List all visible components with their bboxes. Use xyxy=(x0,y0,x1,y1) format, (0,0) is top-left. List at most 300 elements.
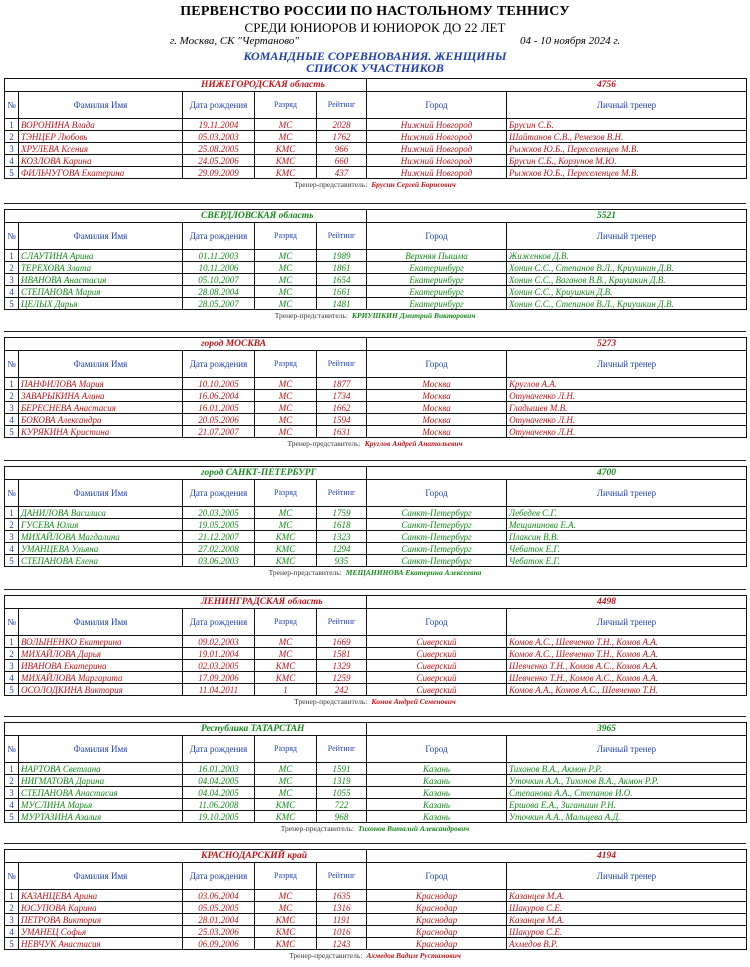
player-dob: 09.02.2003 xyxy=(183,636,255,648)
team-header-row xyxy=(5,338,747,351)
player-dob: 19.05.2005 xyxy=(183,519,255,531)
player-coach: Степанова А.А., Степанов И.О. xyxy=(507,787,747,799)
player-city: Санкт-Петербург xyxy=(367,543,507,555)
col-num-header: № xyxy=(5,609,19,636)
player-rating: 1989 xyxy=(317,250,367,262)
col-rating-header: Рейтинг xyxy=(317,92,367,119)
player-rating: 1654 xyxy=(317,274,367,286)
col-num-header: № xyxy=(5,863,19,890)
player-rating: 1669 xyxy=(317,636,367,648)
player-rank: МС xyxy=(255,519,317,531)
player-rank: КМС xyxy=(255,672,317,684)
player-coach: Рыжков Ю.Б., Переселенцев М.В. xyxy=(507,167,747,179)
document-title: ПЕРВЕНСТВО РОССИИ ПО НАСТОЛЬНОМУ ТЕННИСУ xyxy=(180,4,570,19)
team-block xyxy=(4,337,746,449)
player-coach: Хонин С.С., Степанов В.Л., Криушкин Д.В. xyxy=(507,298,747,310)
team-block xyxy=(4,849,746,961)
col-name-header: Фамилия Имя xyxy=(19,351,183,378)
col-coach-header: Личный тренер xyxy=(507,92,747,119)
team-block xyxy=(4,209,746,321)
player-rank: КМС xyxy=(255,555,317,567)
player-rating: 722 xyxy=(317,799,367,811)
player-num: 2 xyxy=(5,262,19,274)
player-row xyxy=(5,775,747,787)
player-rank: МС xyxy=(255,250,317,262)
col-coach-header: Личный тренер xyxy=(507,223,747,250)
representative-label: Тренер-представитель: xyxy=(274,311,348,320)
team-separator xyxy=(4,203,746,204)
player-dob: 16.06.2004 xyxy=(183,390,255,402)
player-num: 2 xyxy=(5,902,19,914)
player-name: МИХАЙЛОВА Маргарита xyxy=(19,672,183,684)
player-coach: Хонин С.С., Ваганов В.В., Криушкин Д.В. xyxy=(507,274,747,286)
dates: 04 - 10 ноября 2024 г. xyxy=(520,35,621,47)
list-title: СПИСОК УЧАСТНИКОВ xyxy=(306,61,444,75)
player-num: 5 xyxy=(5,938,19,950)
player-name: ФИЛЬЧУГОВА Екатерина xyxy=(19,167,183,179)
representative-name: Комов Андрей Семенович xyxy=(371,697,456,706)
player-row xyxy=(5,286,747,298)
player-num: 2 xyxy=(5,519,19,531)
player-dob: 02.03.2005 xyxy=(183,660,255,672)
player-city: Екатеринбург xyxy=(367,286,507,298)
player-row xyxy=(5,914,747,926)
col-name-header: Фамилия Имя xyxy=(19,223,183,250)
column-header-row xyxy=(5,480,747,507)
player-dob: 05.03.2003 xyxy=(183,131,255,143)
player-row xyxy=(5,648,747,660)
col-dob-header: Дата рождения xyxy=(183,609,255,636)
player-dob: 24.05.2006 xyxy=(183,155,255,167)
player-coach: Жиженков Д.В. xyxy=(507,250,747,262)
player-name: СТЕПАНОВА Елена xyxy=(19,555,183,567)
player-dob: 20.03.2005 xyxy=(183,507,255,519)
player-rank: МС xyxy=(255,890,317,902)
player-num: 3 xyxy=(5,402,19,414)
player-rank: МС xyxy=(255,763,317,775)
team-separator xyxy=(4,843,746,844)
player-dob: 04.04.2005 xyxy=(183,775,255,787)
player-coach: Ершова Е.А., Зиганшин Р.Н. xyxy=(507,799,747,811)
col-dob-header: Дата рождения xyxy=(183,351,255,378)
player-city: Сиверский xyxy=(367,636,507,648)
player-name: МИХАЙЛОВА Дарья xyxy=(19,648,183,660)
representative-name: Тихонов Виталий Александрович xyxy=(357,824,470,833)
player-city: Верхняя Пышма xyxy=(367,250,507,262)
col-rank-header: Разряд xyxy=(255,609,317,636)
player-dob: 28.05.2007 xyxy=(183,298,255,310)
player-dob: 16.01.2005 xyxy=(183,402,255,414)
player-coach: Комов А.С., Шевченко Т.Н., Комов А.А. xyxy=(507,636,747,648)
player-row xyxy=(5,787,747,799)
player-coach: Комов А.А., Комов А.С., Шевченко Т.Н. xyxy=(507,684,747,696)
team-representative xyxy=(4,438,746,449)
player-row xyxy=(5,519,747,531)
player-city: Сиверский xyxy=(367,648,507,660)
player-rank: КМС xyxy=(255,167,317,179)
player-city: Москва xyxy=(367,390,507,402)
team-total: 4756 xyxy=(367,79,747,92)
col-city-header: Город xyxy=(367,223,507,250)
player-num: 3 xyxy=(5,143,19,155)
col-coach-header: Личный тренер xyxy=(507,609,747,636)
player-rank: КМС xyxy=(255,811,317,823)
player-row xyxy=(5,531,747,543)
col-rank-header: Разряд xyxy=(255,863,317,890)
player-dob: 25.08.2005 xyxy=(183,143,255,155)
player-name: НЕВЧУК Анастасия xyxy=(19,938,183,950)
player-coach: Шайтанов С.В., Ремезов В.Н. xyxy=(507,131,747,143)
player-row xyxy=(5,660,747,672)
col-city-header: Город xyxy=(367,863,507,890)
player-city: Сиверский xyxy=(367,672,507,684)
player-num: 5 xyxy=(5,426,19,438)
player-coach: Плаксин В.В. xyxy=(507,531,747,543)
team-header-row xyxy=(5,210,747,223)
col-rank-header: Разряд xyxy=(255,223,317,250)
col-rating-header: Рейтинг xyxy=(317,736,367,763)
player-city: Москва xyxy=(367,414,507,426)
player-dob: 19.01.2004 xyxy=(183,648,255,660)
player-coach: Шевченко Т.Н., Комов А.С., Комов А.А. xyxy=(507,660,747,672)
team-total: 4498 xyxy=(367,596,747,609)
player-num: 4 xyxy=(5,799,19,811)
team-representative xyxy=(4,567,746,578)
player-name: ТЕРЕХОВА Злата xyxy=(19,262,183,274)
player-rank: КМС xyxy=(255,155,317,167)
player-name: ТЭНЦЕР Любовь xyxy=(19,131,183,143)
col-dob-header: Дата рождения xyxy=(183,223,255,250)
team-header-row xyxy=(5,467,747,480)
player-rating: 2028 xyxy=(317,119,367,131)
player-rank: МС xyxy=(255,390,317,402)
player-coach: Уточкин А.А., Тихонов В.А., Акмон Р.Р. xyxy=(507,775,747,787)
player-rating: 1016 xyxy=(317,926,367,938)
player-name: УМАНЦЕВА Ульяна xyxy=(19,543,183,555)
col-city-header: Город xyxy=(367,736,507,763)
player-row xyxy=(5,250,747,262)
player-city: Нижний Новгород xyxy=(367,155,507,167)
col-name-header: Фамилия Имя xyxy=(19,609,183,636)
player-name: БЕРЕСНЕВА Анастасия xyxy=(19,402,183,414)
player-name: ЦЕЛЫХ Дарья xyxy=(19,298,183,310)
team-table xyxy=(4,209,747,310)
player-row xyxy=(5,155,747,167)
player-num: 4 xyxy=(5,155,19,167)
player-name: ИВАНОВА Екатерина xyxy=(19,660,183,672)
player-name: ЗАВАРЫКИНА Алина xyxy=(19,390,183,402)
player-rank: КМС xyxy=(255,143,317,155)
col-num-header: № xyxy=(5,92,19,119)
col-rank-header: Разряд xyxy=(255,351,317,378)
player-coach: Шакуров С.Е. xyxy=(507,902,747,914)
player-name: ГУСЕВА Юлия xyxy=(19,519,183,531)
team-table xyxy=(4,595,747,696)
player-row xyxy=(5,298,747,310)
player-name: НИГМАТОВА Дарина xyxy=(19,775,183,787)
col-num-header: № xyxy=(5,351,19,378)
team-total: 4194 xyxy=(367,850,747,863)
col-name-header: Фамилия Имя xyxy=(19,863,183,890)
player-rating: 1861 xyxy=(317,262,367,274)
player-num: 4 xyxy=(5,286,19,298)
player-city: Нижний Новгород xyxy=(367,143,507,155)
representative-name: МЕЩАНИНОВА Екатерина Алексеевна xyxy=(345,568,482,577)
player-name: СЛАУТИНА Арина xyxy=(19,250,183,262)
representative-name: Ахмедов Вадим Рустамович xyxy=(366,951,461,960)
player-dob: 11.06.2008 xyxy=(183,799,255,811)
player-dob: 19.11.2004 xyxy=(183,119,255,131)
player-coach: Брусин С.Б., Корзунов М.Ю. xyxy=(507,155,747,167)
player-rank: МС xyxy=(255,426,317,438)
player-rating: 968 xyxy=(317,811,367,823)
player-row xyxy=(5,938,747,950)
team-name: НИЖЕГОРОДСКАЯ область xyxy=(5,79,367,92)
col-name-header: Фамилия Имя xyxy=(19,736,183,763)
player-dob: 19.10.2005 xyxy=(183,811,255,823)
column-header-row xyxy=(5,92,747,119)
player-city: Санкт-Петербург xyxy=(367,555,507,567)
document-header xyxy=(0,4,750,74)
player-city: Екатеринбург xyxy=(367,298,507,310)
player-row xyxy=(5,167,747,179)
player-city: Краснодар xyxy=(367,938,507,950)
player-dob: 05.05.2005 xyxy=(183,902,255,914)
player-city: Москва xyxy=(367,378,507,390)
player-num: 5 xyxy=(5,811,19,823)
player-row xyxy=(5,426,747,438)
player-rank: КМС xyxy=(255,543,317,555)
player-rank: МС xyxy=(255,507,317,519)
team-total: 3965 xyxy=(367,723,747,736)
player-rank: МС xyxy=(255,119,317,131)
player-rating: 1191 xyxy=(317,914,367,926)
player-rating: 966 xyxy=(317,143,367,155)
player-dob: 20.05.2006 xyxy=(183,414,255,426)
player-rating: 935 xyxy=(317,555,367,567)
player-name: ДАНИЛОВА Василиса xyxy=(19,507,183,519)
team-separator xyxy=(4,460,746,461)
player-city: Санкт-Петербург xyxy=(367,519,507,531)
player-name: ВОРОНИНА Влада xyxy=(19,119,183,131)
col-city-header: Город xyxy=(367,609,507,636)
player-city: Екатеринбург xyxy=(367,274,507,286)
player-num: 2 xyxy=(5,648,19,660)
player-coach: Отуначенко Л.Н. xyxy=(507,414,747,426)
team-block xyxy=(4,722,746,834)
player-name: ЮСУПОВА Карина xyxy=(19,902,183,914)
team-name: Республика ТАТАРСТАН xyxy=(5,723,367,736)
player-coach: Хонин С.С., Степанов В.Л., Криушкин Д.В. xyxy=(507,262,747,274)
player-rating: 1618 xyxy=(317,519,367,531)
player-num: 2 xyxy=(5,775,19,787)
player-num: 2 xyxy=(5,131,19,143)
player-rank: МС xyxy=(255,648,317,660)
player-rating: 1055 xyxy=(317,787,367,799)
player-rank: МС xyxy=(255,775,317,787)
player-rank: МС xyxy=(255,286,317,298)
player-rank: МС xyxy=(255,636,317,648)
player-rating: 660 xyxy=(317,155,367,167)
player-coach: Круглов А.А. xyxy=(507,378,747,390)
player-num: 1 xyxy=(5,636,19,648)
player-rank: КМС xyxy=(255,926,317,938)
team-table xyxy=(4,849,747,950)
player-rating: 1243 xyxy=(317,938,367,950)
player-dob: 10.11.2006 xyxy=(183,262,255,274)
player-num: 3 xyxy=(5,274,19,286)
player-name: СТЕПАНОВА Анастасия xyxy=(19,787,183,799)
representative-name: Брусин Сергей Борисович xyxy=(371,180,456,189)
player-city: Сиверский xyxy=(367,660,507,672)
col-rank-header: Разряд xyxy=(255,480,317,507)
col-name-header: Фамилия Имя xyxy=(19,480,183,507)
col-coach-header: Личный тренер xyxy=(507,863,747,890)
team-representative xyxy=(4,696,746,707)
player-num: 1 xyxy=(5,119,19,131)
player-dob: 06.09.2006 xyxy=(183,938,255,950)
column-header-row xyxy=(5,609,747,636)
team-name: ЛЕНИНГРАДСКАЯ область xyxy=(5,596,367,609)
player-coach: Рыжков Ю.Б., Переселенцев М.В. xyxy=(507,143,747,155)
player-rank: КМС xyxy=(255,531,317,543)
player-name: НАРТОВА Светлана xyxy=(19,763,183,775)
team-separator xyxy=(4,716,746,717)
player-num: 3 xyxy=(5,531,19,543)
player-rating: 1662 xyxy=(317,402,367,414)
player-row xyxy=(5,143,747,155)
player-rank: МС xyxy=(255,902,317,914)
player-rank: МС xyxy=(255,378,317,390)
team-name: КРАСНОДАРСКИЙ край xyxy=(5,850,367,863)
col-rating-header: Рейтинг xyxy=(317,863,367,890)
player-city: Сиверский xyxy=(367,684,507,696)
player-row xyxy=(5,131,747,143)
player-rank: МС xyxy=(255,402,317,414)
player-dob: 16.01.2003 xyxy=(183,763,255,775)
player-rank: 1 xyxy=(255,684,317,696)
player-name: ИВАНОВА Анастасия xyxy=(19,274,183,286)
team-total: 5521 xyxy=(367,210,747,223)
team-separator xyxy=(4,331,746,332)
document-subtitle: СРЕДИ ЮНИОРОВ И ЮНИОРОК ДО 22 ЛЕТ xyxy=(244,20,506,35)
representative-label: Тренер-представитель: xyxy=(268,568,342,577)
player-rank: КМС xyxy=(255,938,317,950)
player-rating: 1591 xyxy=(317,763,367,775)
player-city: Москва xyxy=(367,402,507,414)
player-dob: 29.09.2009 xyxy=(183,167,255,179)
player-coach: Лебедев С.Г. xyxy=(507,507,747,519)
player-city: Санкт-Петербург xyxy=(367,531,507,543)
player-dob: 03.06.2003 xyxy=(183,555,255,567)
player-rating: 1323 xyxy=(317,531,367,543)
col-rating-header: Рейтинг xyxy=(317,223,367,250)
player-rating: 242 xyxy=(317,684,367,696)
player-name: ХРУЛЕВА Ксения xyxy=(19,143,183,155)
team-separator xyxy=(4,589,746,590)
player-city: Казань xyxy=(367,811,507,823)
team-block xyxy=(4,595,746,707)
representative-name: Круглов Андрей Анатольевич xyxy=(364,439,463,448)
team-total: 5273 xyxy=(367,338,747,351)
player-coach: Шевченко Т.Н., Комов А.С., Комов А.А. xyxy=(507,672,747,684)
player-city: Казань xyxy=(367,775,507,787)
player-city: Краснодар xyxy=(367,902,507,914)
player-row xyxy=(5,763,747,775)
col-coach-header: Личный тренер xyxy=(507,351,747,378)
team-table xyxy=(4,466,747,567)
player-rating: 1316 xyxy=(317,902,367,914)
player-coach: Комов А.С., Шевченко Т.Н., Комов А.А. xyxy=(507,648,747,660)
col-rating-header: Рейтинг xyxy=(317,351,367,378)
player-coach: Чебаток Е.Г. xyxy=(507,543,747,555)
player-coach: Казанцев М.А. xyxy=(507,890,747,902)
player-coach: Шакуров С.Е. xyxy=(507,926,747,938)
player-dob: 25.03.2006 xyxy=(183,926,255,938)
player-row xyxy=(5,890,747,902)
player-coach: Чебаток Е.Г. xyxy=(507,555,747,567)
team-name: город МОСКВА xyxy=(5,338,367,351)
player-dob: 03.06.2004 xyxy=(183,890,255,902)
player-num: 3 xyxy=(5,787,19,799)
player-num: 1 xyxy=(5,763,19,775)
player-rating: 1762 xyxy=(317,131,367,143)
col-num-header: № xyxy=(5,736,19,763)
team-header-row xyxy=(5,850,747,863)
team-block xyxy=(4,466,746,578)
player-city: Екатеринбург xyxy=(367,262,507,274)
player-row xyxy=(5,902,747,914)
column-header-row xyxy=(5,223,747,250)
player-dob: 28.01.2004 xyxy=(183,914,255,926)
player-city: Санкт-Петербург xyxy=(367,507,507,519)
col-rating-header: Рейтинг xyxy=(317,480,367,507)
player-num: 3 xyxy=(5,914,19,926)
player-num: 2 xyxy=(5,390,19,402)
col-num-header: № xyxy=(5,223,19,250)
player-rating: 437 xyxy=(317,167,367,179)
player-rating: 1481 xyxy=(317,298,367,310)
team-header-row xyxy=(5,723,747,736)
representative-label: Тренер-представитель: xyxy=(294,697,368,706)
player-rating: 1259 xyxy=(317,672,367,684)
player-row xyxy=(5,119,747,131)
player-name: КУРЯКИНА Кристина xyxy=(19,426,183,438)
player-name: УМАНЕЦ Софья xyxy=(19,926,183,938)
player-dob: 21.07.2007 xyxy=(183,426,255,438)
competition-title: КОМАНДНЫЕ СОРЕВНОВАНИЯ. ЖЕНЩИНЫ xyxy=(243,49,507,63)
player-dob: 11.04.2011 xyxy=(183,684,255,696)
player-row xyxy=(5,262,747,274)
player-rating: 1581 xyxy=(317,648,367,660)
player-city: Краснодар xyxy=(367,926,507,938)
player-city: Краснодар xyxy=(367,890,507,902)
representative-label: Тренер-представитель: xyxy=(294,180,368,189)
player-dob: 01.11.2003 xyxy=(183,250,255,262)
player-name: МУСЛИНА Марья xyxy=(19,799,183,811)
col-dob-header: Дата рождения xyxy=(183,863,255,890)
player-rating: 1635 xyxy=(317,890,367,902)
player-rank: КМС xyxy=(255,914,317,926)
player-dob: 17.09.2006 xyxy=(183,672,255,684)
player-rank: КМС xyxy=(255,799,317,811)
player-row xyxy=(5,402,747,414)
player-name: КАЗАНЦЕВА Арина xyxy=(19,890,183,902)
player-coach: Тихонов В.А., Акмон Р.Р. xyxy=(507,763,747,775)
player-row xyxy=(5,799,747,811)
team-representative xyxy=(4,310,746,321)
player-coach: Отуначенко Л.Н. xyxy=(507,390,747,402)
